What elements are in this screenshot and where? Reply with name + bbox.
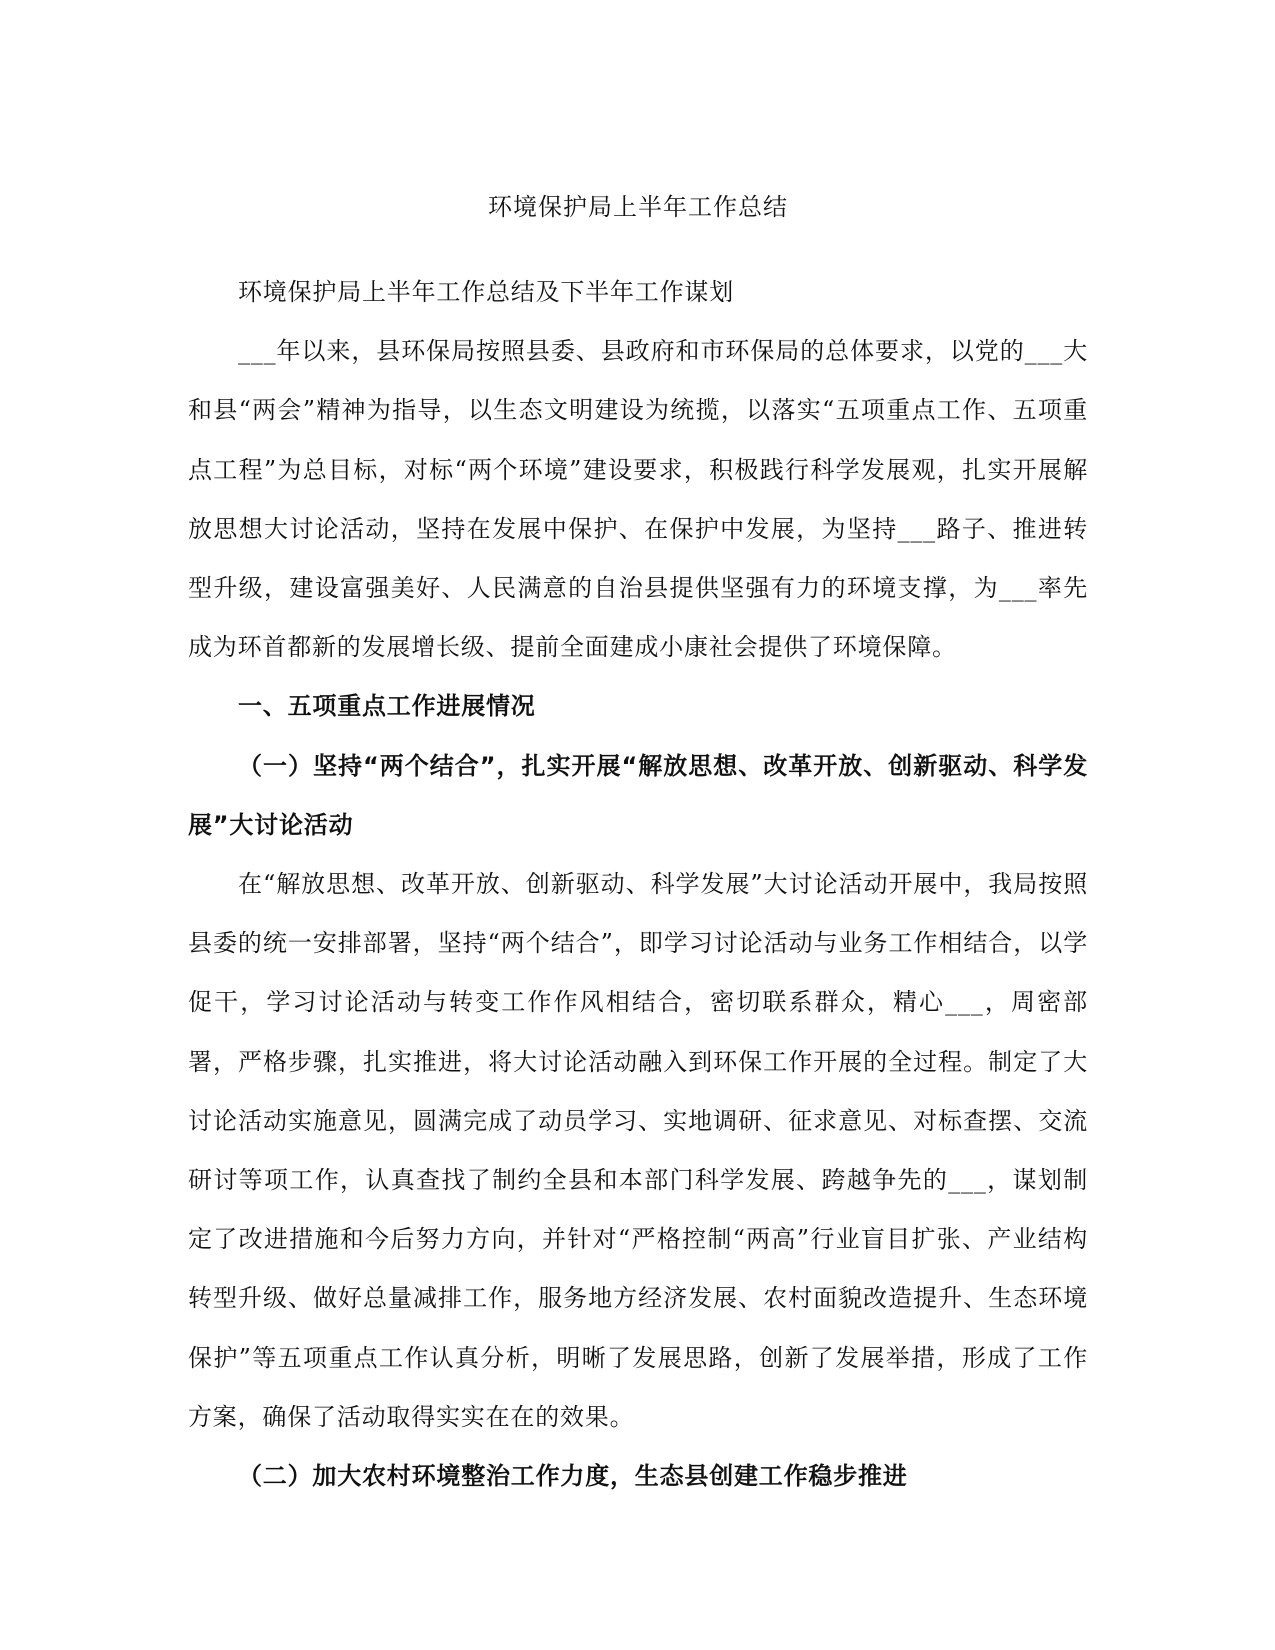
section-heading-1: 一、五项重点工作进展情况: [238, 692, 536, 721]
intro-paragraph: ___年以来，县环保局按照县委、县政府和市环保局的总体要求，以党的___大和县“两会”精神为指导，以生态文明建设为统揽，以落实“五项重点工作、五项重点工程”为总目标，对标“两个环境”建设要求，积极践行科学发展观，扎实开展解放思想大讨论活动，坚持在发展中保护、在保护中发展，为坚持___路子、推进转型升级，建设富强美好、人民满意的自治县提供坚强有力的环境支撑，为___率先成为环首都新的发展增长级、提前全面建成小康社会提供了环境保障。: [188, 337, 1088, 662]
document-page: [188, 0, 1088, 1650]
subsection-heading-2: （二）加大农村环境整治工作力度，生态县创建工作稳步推进: [238, 1462, 908, 1491]
document-title: 环境保护局上半年工作总结: [488, 193, 788, 221]
subtitle-paragraph: 环境保护局上半年工作总结及下半年工作谋划: [238, 278, 734, 306]
document-body: [188, 263, 1088, 1506]
subsection-1-paragraph: 在“解放思想、改革开放、创新驱动、科学发展”大讨论活动开展中，我局按照县委的统一安排部署，坚持“两个结合”，即学习讨论活动与业务工作相结合，以学促干，学习讨论活动与转变工作作风相结合，密切联系群众，精心___，周密部署，严格步骤，扎实推进，将大讨论活动融入到环保工作开展的全过程。制定了大讨论活动实施意见，圆满完成了动员学习、实地调研、征求意见、对标查摆、交流研讨等项工作，认真查找了制约全县和本部门科学发展、跨越争先的___，谋划制定了改进措施和今后努力方向，并针对“严格控制“两高”行业盲目扩张、产业结构转型升级、做好总量减排工作，服务地方经济发展、农村面貌改造提升、生态环境保护”等五项重点工作认真分析，明晰了发展思路，创新了发展举措，形成了工作方案，确保了活动取得实实在在的效果。: [188, 870, 1088, 1431]
subsection-heading-1: （一）坚持“两个结合”，扎实开展“解放思想、改革开放、创新驱动、科学发展”大讨论活动: [188, 751, 1088, 839]
